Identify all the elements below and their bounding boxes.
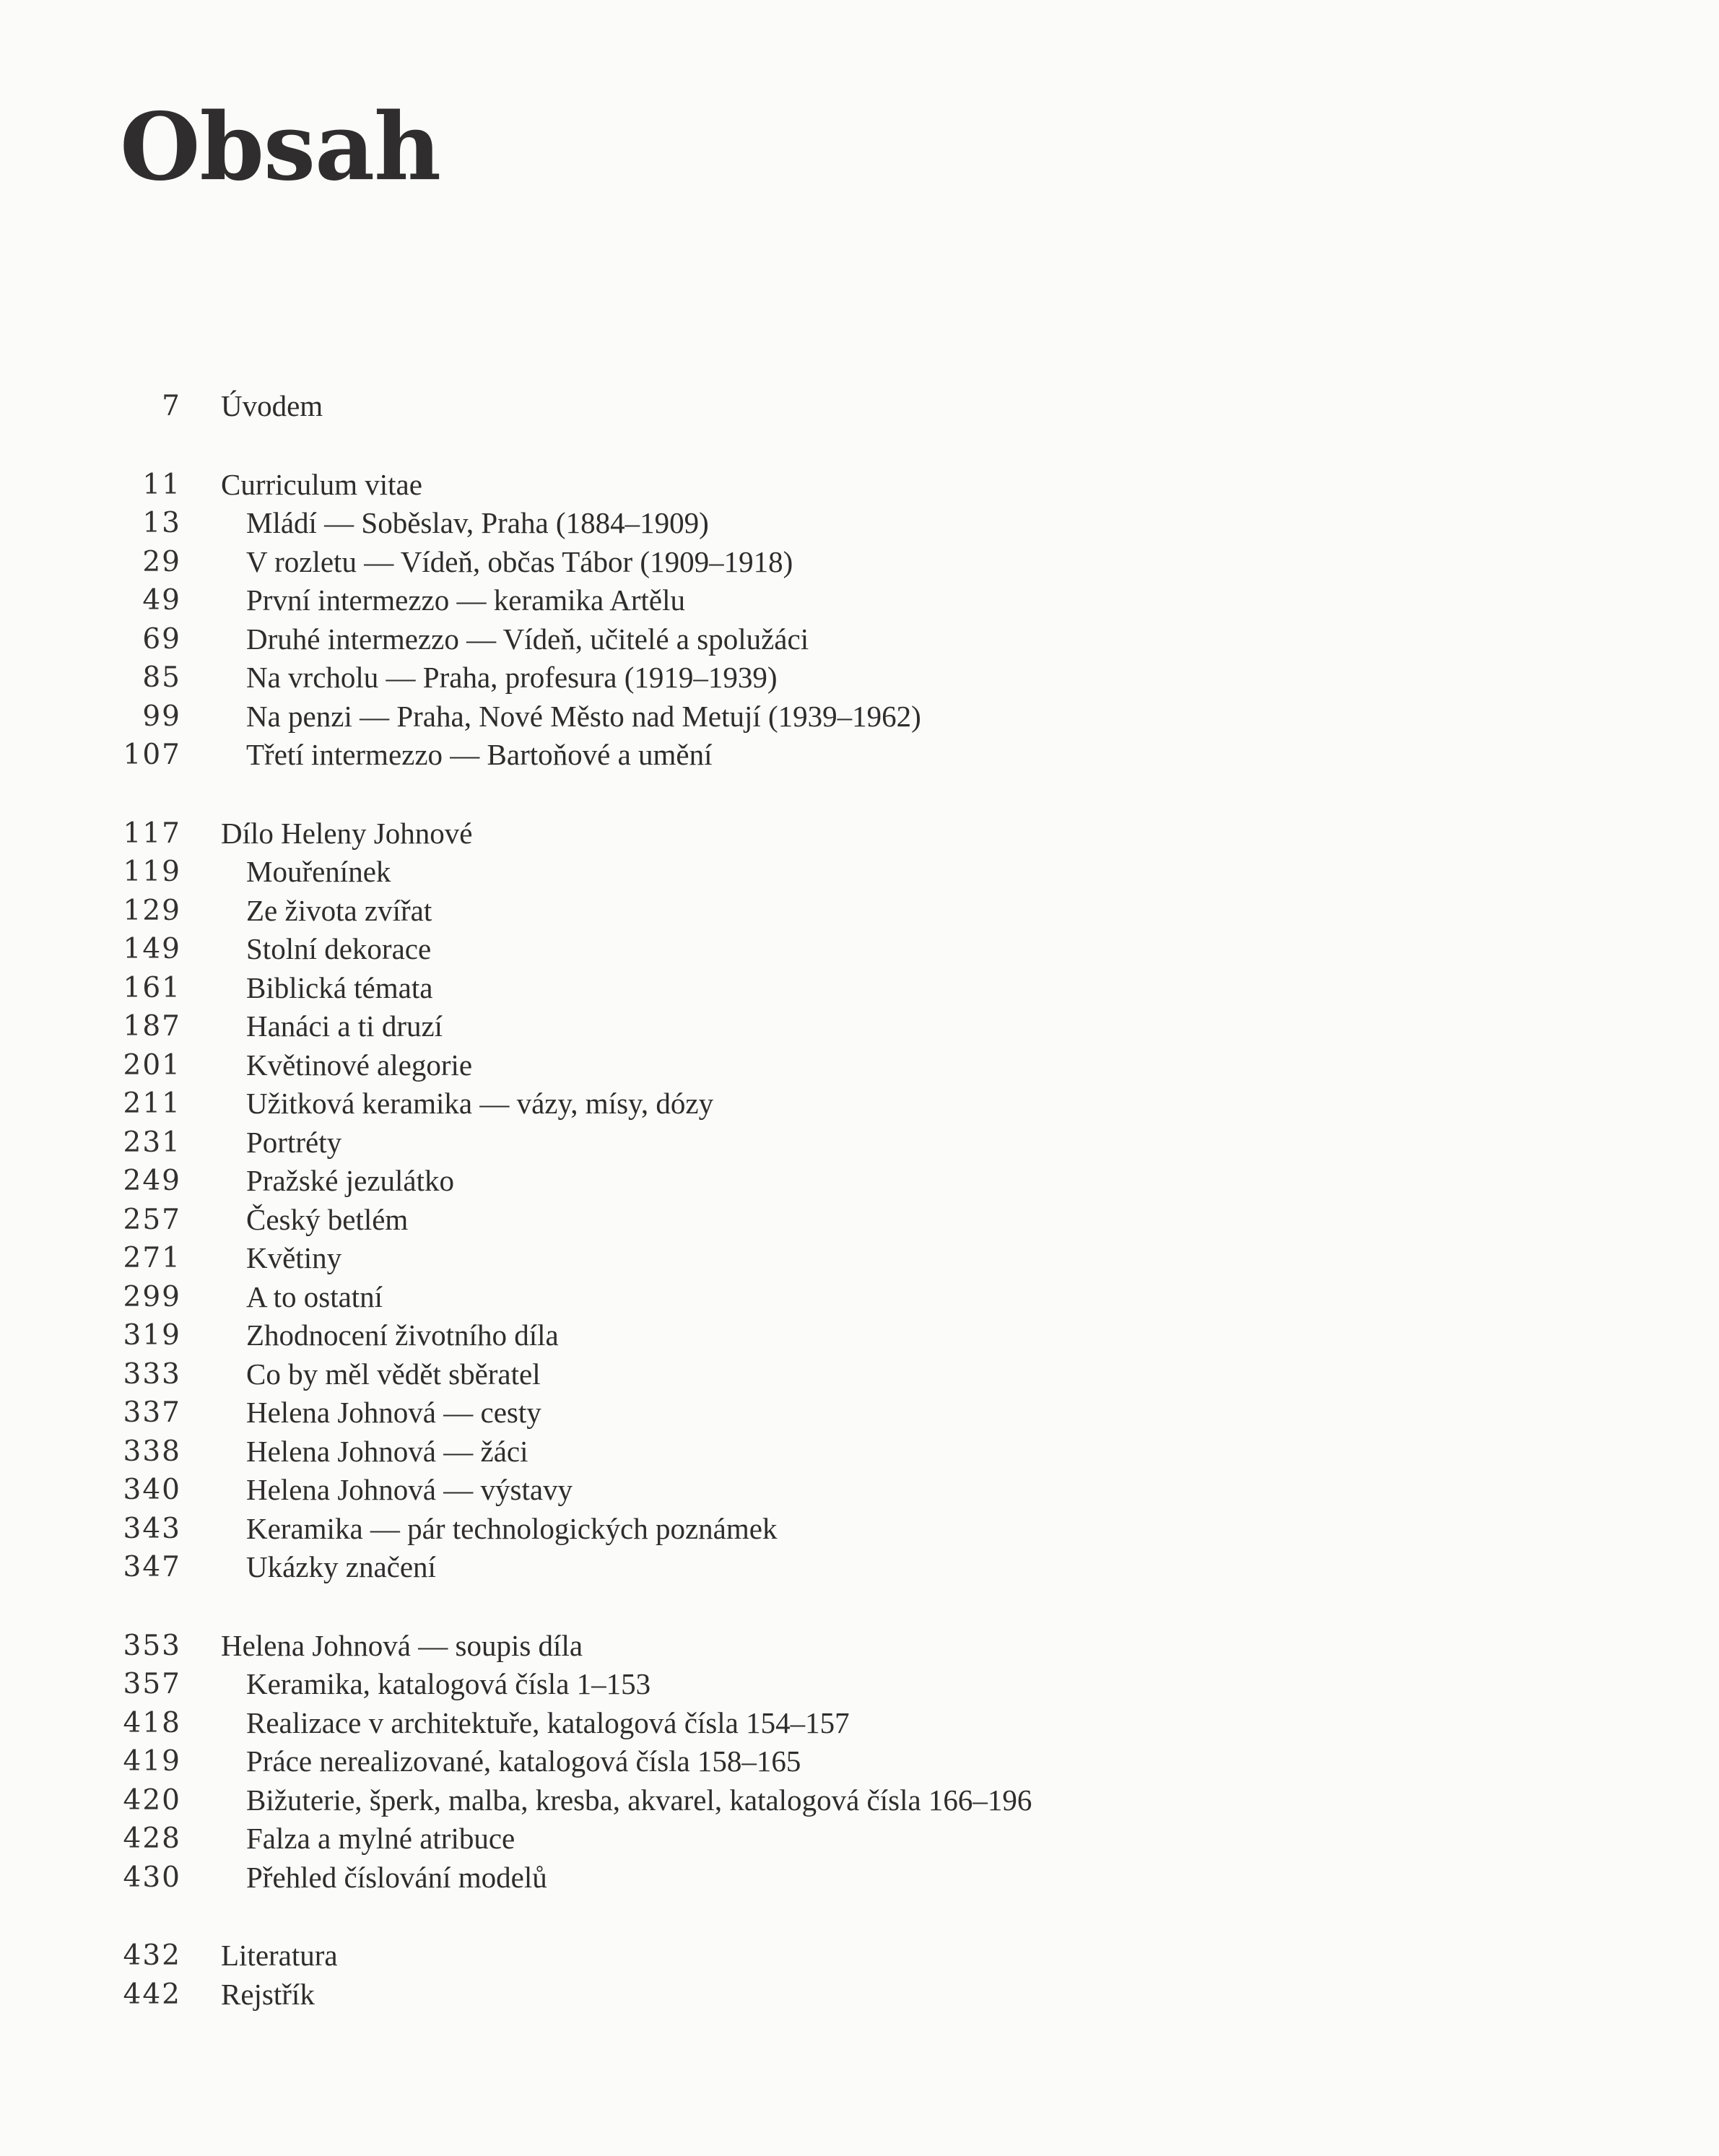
page-number: 347	[123, 1551, 181, 1583]
page-number: 357	[123, 1668, 181, 1700]
entry-label: Literatura	[221, 1939, 338, 1972]
entry-label: Druhé intermezzo — Vídeň, učitelé a spolužáci	[246, 622, 809, 656]
toc-subentry	[0, 1007, 1719, 1046]
entry-label: Květiny	[246, 1241, 342, 1274]
toc-subentry	[0, 1046, 1719, 1085]
page-number: 231	[123, 1126, 181, 1159]
toc-section	[0, 466, 1719, 775]
toc-section	[0, 1937, 1719, 2014]
toc-subentry	[0, 1123, 1719, 1162]
toc-subentry	[0, 1201, 1719, 1240]
toc-subentry	[0, 504, 1719, 543]
toc-subentry	[0, 1742, 1719, 1781]
page-number: 419	[123, 1745, 181, 1778]
entry-label: První intermezzo — keramika Artělu	[246, 583, 685, 617]
toc-subentry	[0, 1162, 1719, 1201]
entry-label: Dílo Heleny Johnové	[221, 816, 473, 850]
entry-label: Český betlém	[246, 1202, 409, 1236]
toc-subentry	[0, 1278, 1719, 1317]
page-number: 299	[123, 1280, 181, 1313]
toc-subentry	[0, 1704, 1719, 1743]
entry-label: Zhodnocení životního díla	[246, 1318, 559, 1352]
page-number: 420	[123, 1783, 181, 1817]
page-number: 161	[123, 971, 181, 1004]
toc-subentry	[0, 1510, 1719, 1549]
page-number: 257	[123, 1203, 181, 1236]
entry-label: Curriculum vitae	[221, 467, 422, 501]
page-number: 107	[123, 739, 181, 771]
page-number: 129	[123, 894, 181, 927]
toc-section	[0, 814, 1719, 1587]
toc-subentry	[0, 1471, 1719, 1510]
toc-subentry	[0, 1355, 1719, 1394]
page-number: 343	[123, 1512, 181, 1545]
table-of-contents	[0, 387, 1719, 2053]
page-number: 319	[123, 1319, 181, 1352]
entry-label: Falza a mylné atribuce	[246, 1822, 515, 1855]
page-number: 69	[142, 622, 181, 656]
page-number: 338	[123, 1435, 181, 1468]
entry-label: Na penzi — Praha, Nové Město nad Metují (1939–1962)	[246, 699, 921, 733]
entry-label: Realizace v architektuře, katalogová čísla 154–157	[246, 1705, 850, 1739]
entry-label: Portréty	[246, 1125, 342, 1159]
toc-subentry	[0, 1084, 1719, 1123]
entry-label: V rozletu — Vídeň, občas Tábor (1909–1918)	[246, 544, 793, 578]
toc-entry	[0, 814, 1719, 853]
toc-subentry	[0, 1316, 1719, 1355]
page-number: 442	[123, 1978, 181, 2011]
toc-subentry	[0, 1433, 1719, 1472]
page-number: 428	[123, 1822, 181, 1855]
page-number: 432	[123, 1939, 181, 1972]
entry-label: A to ostatní	[246, 1279, 383, 1313]
entry-label: Helena Johnová — žáci	[246, 1434, 528, 1468]
entry-label: Květinové alegorie	[246, 1048, 473, 1082]
page-number: 119	[123, 856, 181, 888]
page-number: 29	[142, 545, 181, 578]
toc-subentry	[0, 1665, 1719, 1704]
entry-label: Hanáci a ti druzí	[246, 1009, 443, 1043]
page-number: 211	[123, 1087, 181, 1120]
page-number: 187	[123, 1010, 181, 1043]
toc-entry	[0, 387, 1719, 426]
page-number: 271	[123, 1242, 181, 1274]
page-number: 11	[142, 468, 181, 501]
page-number: 430	[123, 1861, 181, 1894]
toc-subentry	[0, 736, 1719, 775]
entry-label: Přehled číslování modelů	[246, 1860, 547, 1894]
entry-label: Mládí — Soběslav, Praha (1884–1909)	[246, 506, 709, 539]
toc-subentry	[0, 969, 1719, 1008]
entry-label: Mouřenínek	[246, 855, 391, 888]
toc-entry	[0, 1975, 1719, 2014]
toc-subentry	[0, 892, 1719, 931]
toc-entry	[0, 1627, 1719, 1666]
toc-subentry	[0, 1820, 1719, 1859]
entry-label: Co by měl vědět sběratel	[246, 1357, 541, 1391]
page-number: 99	[142, 700, 181, 733]
entry-label: Rejstřík	[221, 1977, 315, 2011]
toc-subentry	[0, 930, 1719, 969]
page-number: 13	[142, 507, 181, 539]
toc-subentry	[0, 1548, 1719, 1587]
toc-subentry	[0, 1239, 1719, 1278]
page-number: 333	[123, 1357, 181, 1391]
entry-label: Bižuterie, šperk, malba, kresba, akvarel, katalogová čísla 166–196	[246, 1783, 1032, 1817]
entry-label: Práce nerealizované, katalogová čísla 158–165	[246, 1744, 801, 1778]
entry-label: Keramika, katalogová čísla 1–153	[246, 1667, 651, 1700]
entry-label: Helena Johnová — výstavy	[246, 1473, 573, 1506]
toc-subentry	[0, 1859, 1719, 1898]
toc-section	[0, 1627, 1719, 1898]
entry-label: Třetí intermezzo — Bartoňové a umění	[246, 738, 713, 771]
toc-subentry	[0, 543, 1719, 582]
page-number: 7	[162, 390, 181, 422]
page-number: 418	[123, 1706, 181, 1739]
page-number: 49	[142, 584, 181, 617]
entry-label: Keramika — pár technologických poznámek	[246, 1511, 778, 1545]
toc-subentry	[0, 1781, 1719, 1820]
entry-label: Užitková keramika — vázy, mísy, dózy	[246, 1087, 714, 1120]
entry-label: Úvodem	[221, 389, 323, 422]
entry-label: Ze života zvířat	[246, 893, 432, 927]
page-title: Obsah	[120, 93, 441, 201]
page-number: 340	[123, 1474, 181, 1506]
toc-subentry	[0, 658, 1719, 697]
entry-label: Biblická témata	[246, 970, 433, 1004]
page-number: 353	[123, 1629, 181, 1662]
entry-label: Na vrcholu — Praha, profesura (1919–1939)	[246, 661, 778, 694]
page-number: 85	[142, 661, 181, 694]
entry-label: Helena Johnová — cesty	[246, 1396, 541, 1429]
toc-subentry	[0, 1394, 1719, 1433]
entry-label: Helena Johnová — soupis díla	[221, 1628, 583, 1662]
toc-subentry	[0, 620, 1719, 659]
toc-subentry	[0, 697, 1719, 736]
page-number: 149	[123, 933, 181, 965]
toc-entry	[0, 466, 1719, 505]
toc-subentry	[0, 853, 1719, 892]
page-number: 249	[123, 1165, 181, 1197]
entry-label: Ukázky značení	[246, 1550, 436, 1583]
page-number: 117	[123, 817, 181, 850]
page-number: 337	[123, 1396, 181, 1429]
entry-label: Pražské jezulátko	[246, 1164, 455, 1197]
toc-entry	[0, 1937, 1719, 1975]
entry-label: Stolní dekorace	[246, 932, 432, 965]
page-number: 201	[123, 1048, 181, 1082]
toc-subentry	[0, 581, 1719, 620]
toc-section	[0, 387, 1719, 426]
